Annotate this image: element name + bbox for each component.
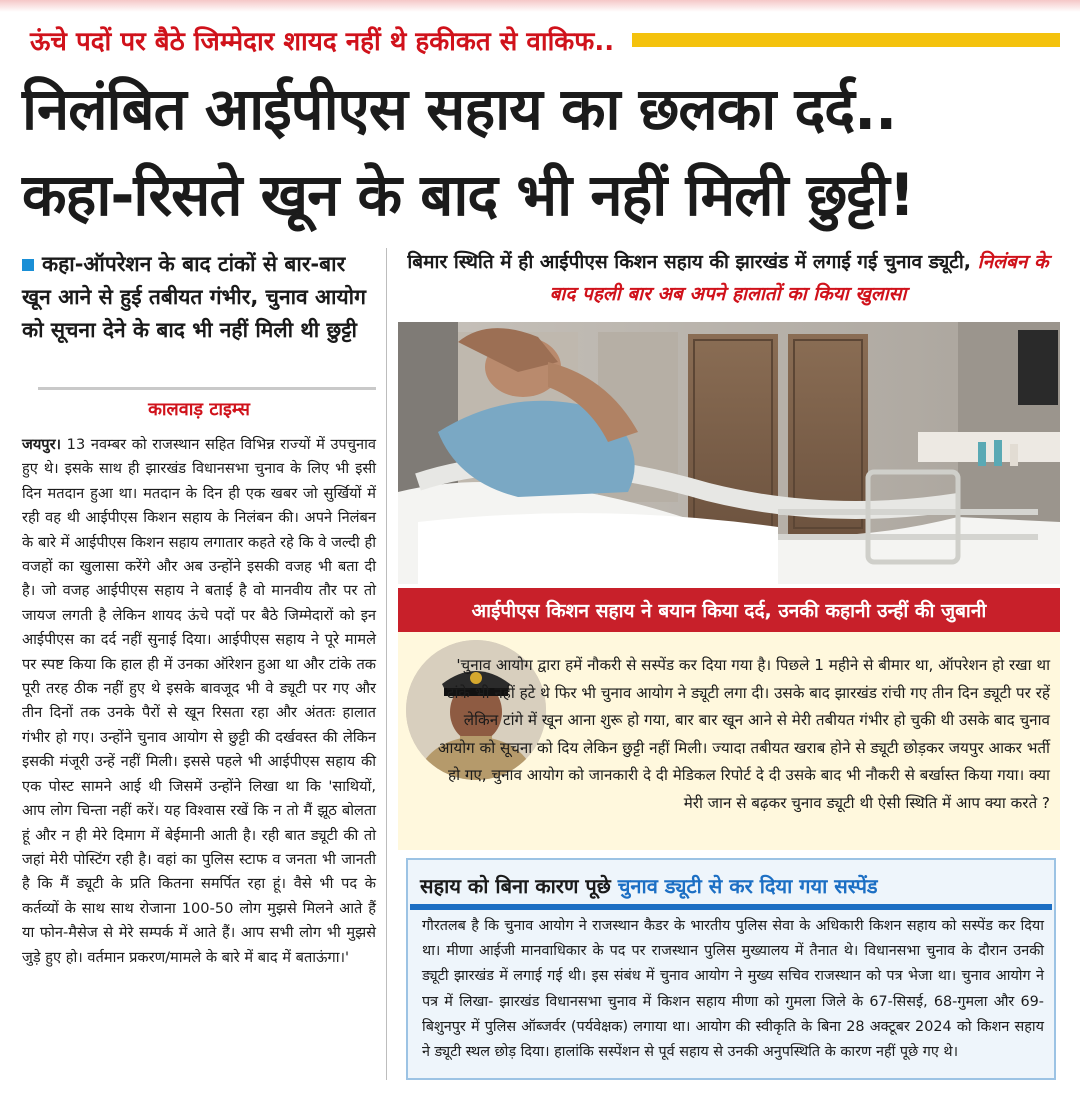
headline-line-2: कहा-रिसते खून के बाद भी नहीं मिली छुट्टी! [22,161,915,229]
dateline-city: जयपुर। [22,436,62,453]
highlight-summary [22,248,376,347]
byline: कालवाड़ टाइम्स [148,399,250,420]
photo-caption [398,246,1058,310]
left-column [22,248,376,970]
headline [22,66,1062,238]
headline-line-1: निलंबित आईपीएस सहाय का छलका दर्द.. [22,75,897,143]
kicker-text: ऊंचे पदों पर बैठे जिम्मेदार शायद नहीं थे हकीकत से वाकिफ.. [30,27,615,57]
sidebar-rule [410,904,1052,910]
quote-banner: आईपीएस किशन सहाय ने बयान किया दर्द, उनकी कहानी उन्हीं की जुबानी [398,588,1060,632]
top-edge-band [0,0,1080,12]
quote-text: 'चुनाव आयोग द्वारा हमें नौकरी से सस्पेंड कर दिया गया है। पिछले 1 महीने से बीमार था, ऑपरेशन हो रखा था टांके भी नहीं हटे थे फिर भी चुनाव आयोग ने ड्यूटी लगा दी। उसके बाद झारखंड रांची गए तीन दिन ड्यूटी पर रहें लेकिन टांगे में खून आना शुरू हो गया, बार बार खून आने से मेरी तबीयत गंभीर हो चुकी थी उसके बाद चुनाव आयोग को सूचना को दिय लेकिन छुट्टी नहीं मिली। ज्यादा तबीयत खराब होने से ड्यूटी छोड़कर जयपुर आकर भर्ती हो गए, चुनाव आयोग को जानकारी दे दी मेडिकल रिपोर्ट दे दी उसके बाद भी नौकरी से बर्खास्त किया गया। क्या मेरी जान से बढ़कर चुनाव ड्यूटी थी ऐसी स्थिति में आप क्या करते ? [437,656,1050,812]
quote-box [398,632,1060,850]
left-story-text: 13 नवम्बर को राजस्थान सहित विभिन्न राज्यों में उपचुनाव हुए थे। इसके साथ ही झारखंड विधानसभा चुनाव के लिए भी इसी दिन मतदान हुआ था। मतदान के दिन ही एक खबर जो सुर्खियों में रही वह थी आईपीएस किशन सहाय के निलंबन की। अपने निलंबन के बारे में आईपीएस किशन सहाय लगातार कहते रहे कि वे जल्दी ही वजहों का खुलासा करेंगे और अब उन्होंने इसकी वजह भी बता दी है। जो वजह आईपीएस सहाय ने बताई है वो मानवीय तौर पर तो जायज लगती है लेकिन शायद ऊंचे पदों पर बैठे जिम्मेदारों को इन आईपीएस का दर्द नहीं सुनाई दिया। आईपीएस सहाय ने पूरे मामले पर स्पष्ट किया कि हाल ही में उनका ऑरेशन हुआ था और टांके तक पूरी तरह ठीक नहीं हुए थे इसके बावजूद भी वे ड्यूटी पर गए और तीन दिनों तक उनके पैरों से खून रिसता रहा और अंततः हालात गंभीर हो गए। उन्होंने चुनाव आयोग से छुट्टी की दर्खवस्त की लेकिन इसकी मंजूरी उन्हें नहीं मिली। इससे पहले भी आईपीएस सहाय की एक पोस्ट सामने आई थी जिसमें उन्होंने लिखा था कि 'साथियों, आप लोग चिन्ता नहीं करें। यह विश्वास रखें कि न तो मैं झूठ बोलता हूं और न ही मेरे दिमाग में बेईमानी आती है। रही बात ड्यूटी की तो जहां मेरी पोस्टिंग रही है। वहां का पुलिस स्टाफ व जनता भी जानती है कि मैं ड्यूटी के प्रति कितना समर्पित रहा हूं। वैसे भी पद के कर्तव्यों के साथ साथ रोजाना 100-50 लोग मुझसे मिलने आते हैं या फोन-मैसेज से मेरे सम्पर्क में आते हैं। आप सभी लोग भी मुझसे जुड़े हुए हो। वर्तमान प्रकरण/मामले के बारे में बाद में बताऊंगा।' [22,436,376,966]
kicker-row [30,20,1060,60]
photo-caption-red: निलंबन के बाद पहली बार अब अपने हालातों का किया खुलासा [549,251,1049,305]
byline-block [22,387,376,421]
sidebar-box [406,858,1056,1080]
sidebar-heading [420,872,878,899]
kicker-yellow-rule [632,33,1060,47]
photo-caption-black: बिमार स्थिति में ही आईपीएस किशन सहाय की झारखंड में लगाई गई चुनाव ड्यूटी, [407,251,972,273]
hospital-room-illustration [398,322,1060,584]
sidebar-heading-blue: चुनाव ड्यूटी से कर दिया गया सस्पेंड [617,874,878,898]
highlight-text: कहा-ऑपरेशन के बाद टांकों से बार-बार खून आने से हुई तबीयत गंभीर, चुनाव आयोग को सूचना देने के बाद भी नहीं मिली थी छुट्टी [22,252,366,342]
blue-square-bullet-icon [22,259,34,271]
sidebar-body: गौरतलब है कि चुनाव आयोग ने राजस्थान कैडर के भारतीय पुलिस सेवा के अधिकारी किशन सहाय को सस्पेंड कर दिया था। मीणा आईजी मानवाधिकार के पद पर राजस्थान पुलिस मुख्यालय में तैनात थे। विधानसभा चुनाव के दौरान उनकी ड्यूटी झारखंड में लगाई गई थी। इस संबंध में चुनाव आयोग ने मुख्य सचिव राजस्थान को पत्र भेजा था। चुनाव आयोग ने पत्र में लिखा- झारखंड विधानसभा चुनाव में किशन सहाय मीणा को गुमला जिले के 67-सिसई, 68-गुमला और 69-बिशुनपुर में पुलिस ऑब्जर्वर (पर्यवेक्षक) लगाया था। आयोग की स्वीकृति के बिना 28 अक्टूबर 2024 को किशन सहाय ने ड्यूटी स्थल छोड़ दिया। हालांकि सस्पेंशन से पूर्व सहाय से उनकी अनुपस्थिति के कारण नहीं पूछे गए थे। [422,918,1044,1061]
column-divider [386,248,387,1080]
sidebar-heading-black: सहाय को बिना कारण पूछे [420,874,618,898]
hospital-bed-photo [398,322,1060,584]
left-story-body [22,433,376,970]
